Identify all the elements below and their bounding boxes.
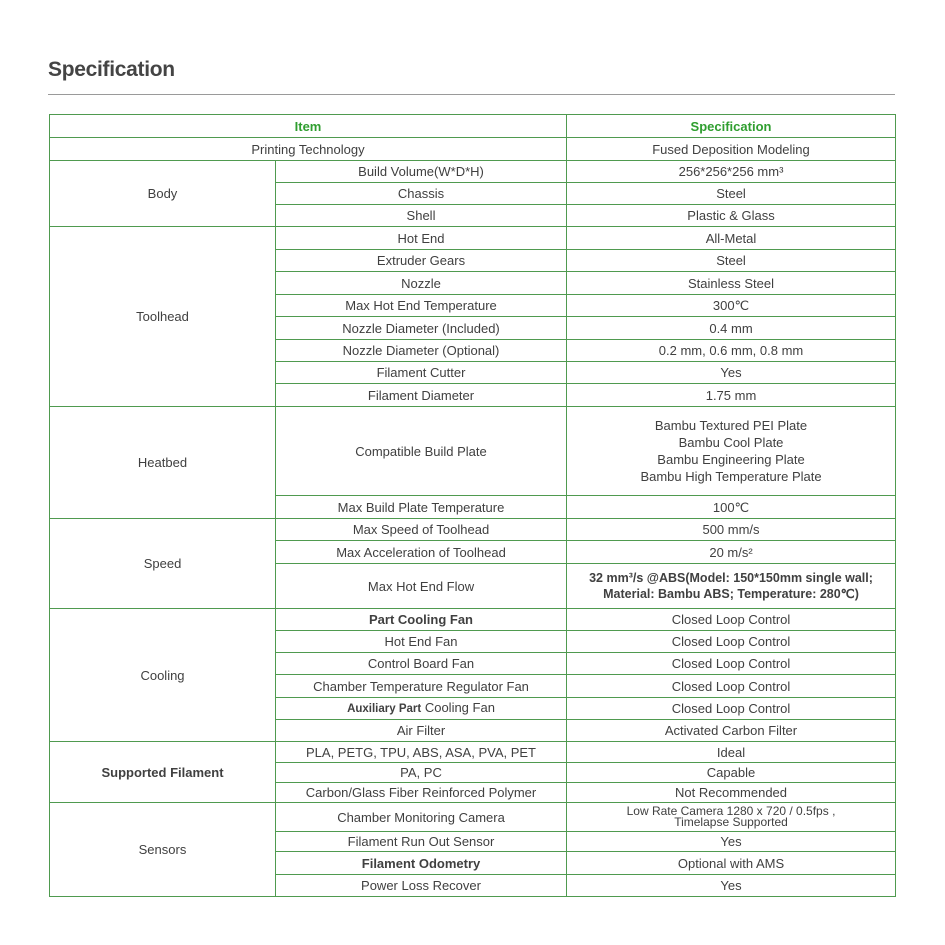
group-label-supported-filament: Supported Filament [50,742,276,803]
spec-value: All-Metal [567,227,896,250]
spec-value: Not Recommended [567,783,896,803]
group-label-speed: Speed [50,519,276,609]
table-row [50,227,896,250]
group-label-cooling: Cooling [50,609,276,742]
spec-value [567,564,896,609]
plate-item: Bambu Cool Plate [678,435,784,450]
spec-label: Carbon/Glass Fiber Reinforced Polymer [276,783,567,803]
spec-value: 256*256*256 mm³ [567,161,896,183]
table-row [50,138,896,161]
spec-label: Max Speed of Toolhead [276,519,567,541]
plate-item: Bambu Textured PEI Plate [654,418,808,433]
spec-label: Chassis [276,183,567,205]
spec-value: Optional with AMS [567,852,896,875]
title-divider [48,94,895,95]
label-rest-part: Cooling Fan [421,700,495,715]
table-row [50,609,896,631]
spec-label: Max Acceleration of Toolhead [276,541,567,564]
spec-value: Steel [567,183,896,205]
table-row [50,407,896,496]
spec-value: Closed Loop Control [567,698,896,720]
table-row [50,742,896,763]
group-label-body: Body [50,161,276,227]
table-row [50,161,896,183]
spec-label: Part Cooling Fan [276,609,567,631]
spec-value: Yes [567,832,896,852]
spec-value: 0.2 mm, 0.6 mm, 0.8 mm [567,340,896,362]
spec-label: Compatible Build Plate [276,407,567,496]
spec-value: Stainless Steel [567,272,896,295]
spec-value: Closed Loop Control [567,631,896,653]
spec-value: 1.75 mm [567,384,896,407]
spec-value: 100℃ [567,496,896,519]
spec-label: Max Hot End Flow [276,564,567,609]
spec-label: Max Build Plate Temperature [276,496,567,519]
spec-value: Closed Loop Control [567,609,896,631]
spec-value: Fused Deposition Modeling [567,138,896,161]
group-label-toolhead: Toolhead [50,227,276,407]
spec-label [276,698,567,720]
group-label-heatbed: Heatbed [50,407,276,519]
camera-value-line: Timelapse Supported [674,815,788,829]
spec-value: 500 mm/s [567,519,896,541]
spec-label: Chamber Monitoring Camera [276,803,567,832]
spec-value [567,407,896,496]
table-header-row [50,115,896,138]
spec-value: Capable [567,763,896,783]
flow-value-line: 32 mm³/s @ABS(Model: 150*150mm single wall; [589,571,873,585]
flow-value-line: Material: Bambu ABS; Temperature: 280℃) [603,587,859,601]
spec-label: Air Filter [276,720,567,742]
plate-item: Bambu Engineering Plate [657,452,805,467]
spec-value: Plastic & Glass [567,205,896,227]
spec-label: Build Volume(W*D*H) [276,161,567,183]
spec-label: Printing Technology [50,138,567,161]
spec-label: Hot End [276,227,567,250]
spec-value: Ideal [567,742,896,763]
group-label-sensors: Sensors [50,803,276,897]
plate-item: Bambu High Temperature Plate [640,469,822,484]
label-bold-part: Auxiliary Part [347,703,422,715]
spec-label: Chamber Temperature Regulator Fan [276,675,567,698]
spec-label: Filament Cutter [276,362,567,384]
table-row [50,803,896,832]
camera-value-line: Low Rate Camera 1280 x 720 / 0.5fps , [626,804,836,818]
spec-label: Nozzle Diameter (Included) [276,317,567,340]
spec-value: 20 m/s² [567,541,896,564]
spec-label: Filament Run Out Sensor [276,832,567,852]
table-row [50,519,896,541]
header-specification: Specification [567,115,896,138]
spec-label: Filament Diameter [276,384,567,407]
spec-label: Hot End Fan [276,631,567,653]
spec-value: Closed Loop Control [567,653,896,675]
spec-label: PA, PC [276,763,567,783]
header-item: Item [50,115,567,138]
spec-label: Shell [276,205,567,227]
spec-value: Yes [567,875,896,897]
spec-label: Max Hot End Temperature [276,295,567,317]
spec-table [49,114,896,897]
spec-value: 0.4 mm [567,317,896,340]
spec-label: Nozzle [276,272,567,295]
spec-label: Extruder Gears [276,250,567,272]
spec-label: Filament Odometry [276,852,567,875]
spec-value: 300℃ [567,295,896,317]
spec-value: Activated Carbon Filter [567,720,896,742]
spec-label: Control Board Fan [276,653,567,675]
spec-value [567,803,896,832]
spec-value: Closed Loop Control [567,675,896,698]
spec-value: Steel [567,250,896,272]
page-title: Specification [48,58,175,81]
spec-label: Nozzle Diameter (Optional) [276,340,567,362]
spec-label: Power Loss Recover [276,875,567,897]
spec-label: PLA, PETG, TPU, ABS, ASA, PVA, PET [276,742,567,763]
spec-value: Yes [567,362,896,384]
